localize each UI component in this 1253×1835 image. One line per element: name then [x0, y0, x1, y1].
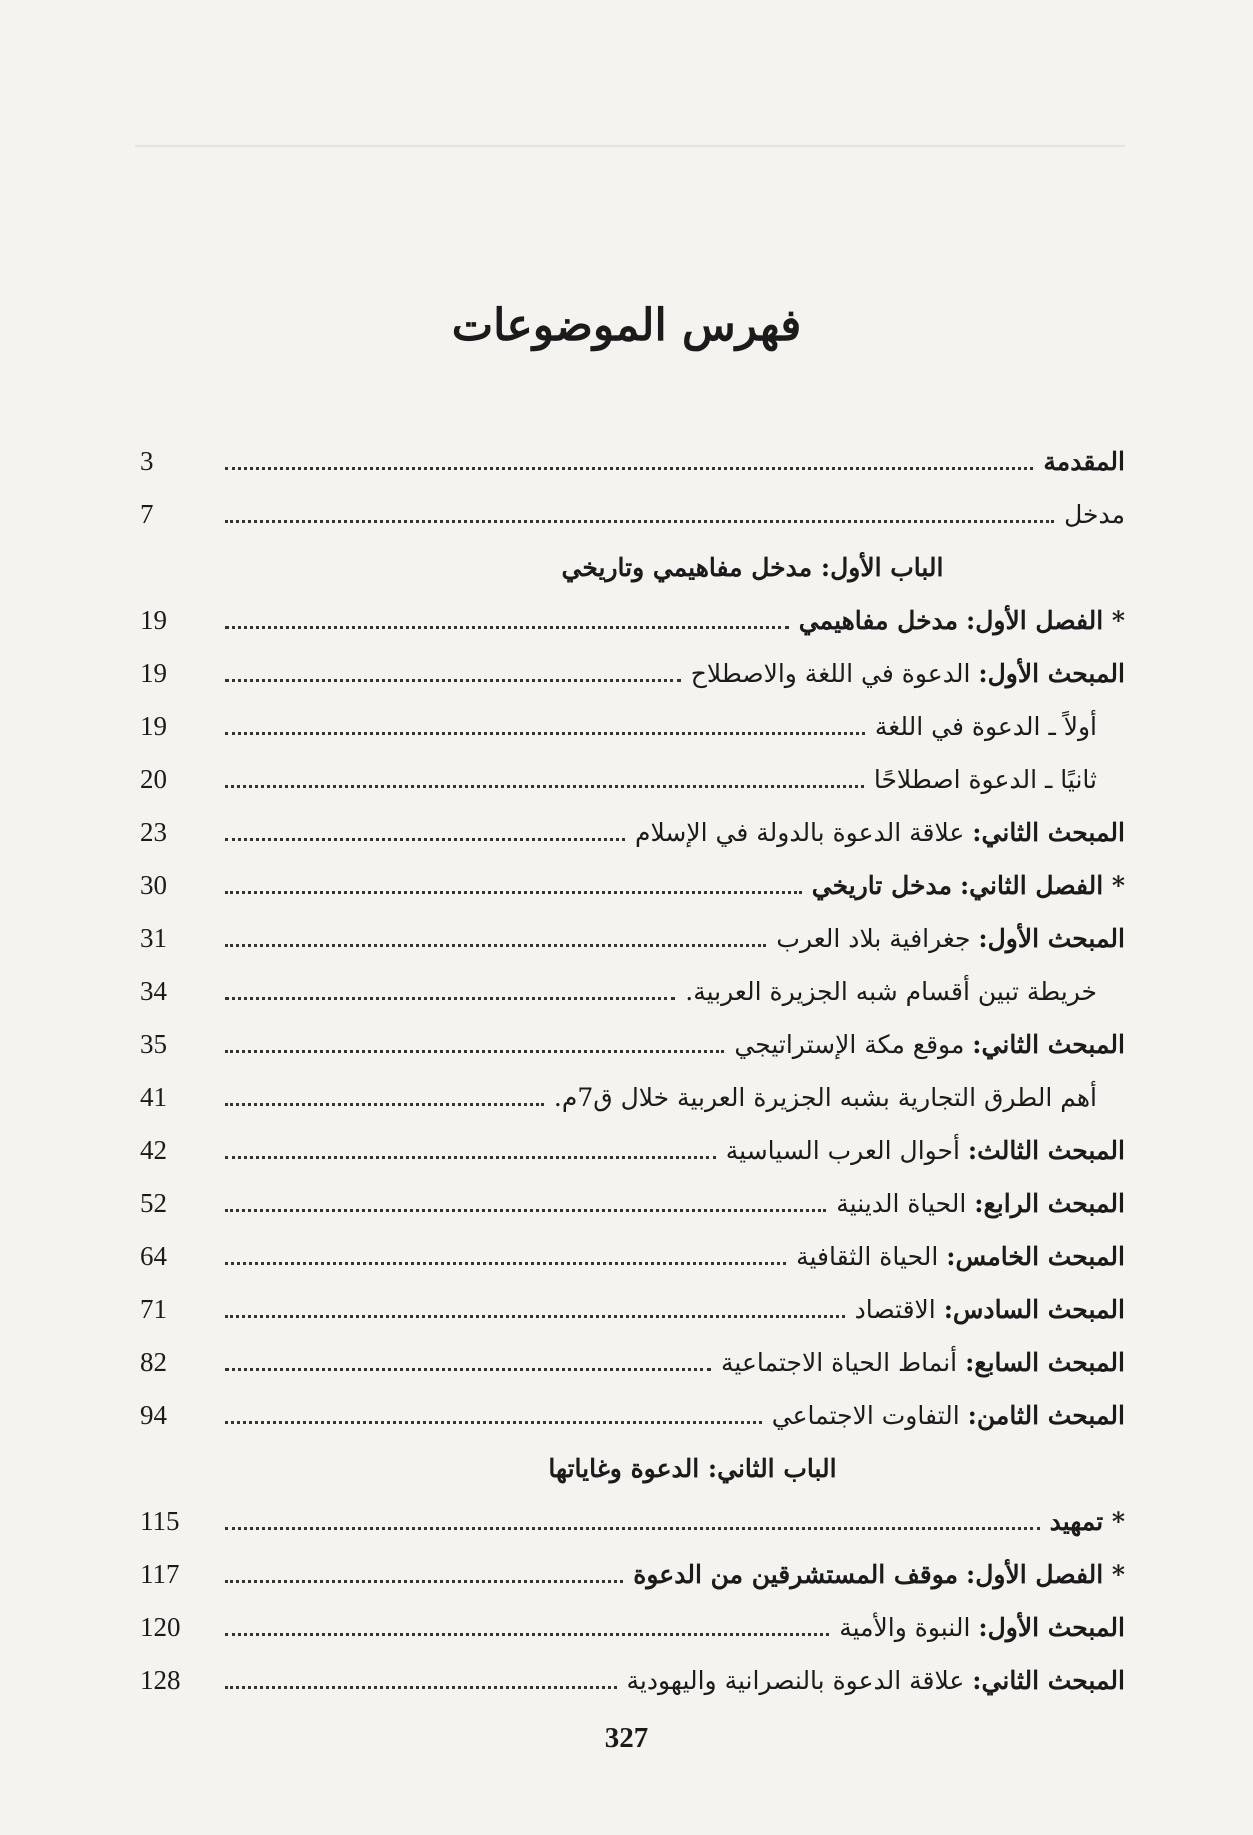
toc-page-number: 64: [140, 1241, 167, 1271]
toc-entry-text: [1043, 447, 1125, 476]
toc-entry-label: المبحث الأول:: [978, 659, 1125, 688]
toc-entry-text: [1050, 1507, 1125, 1536]
dot-leader: [225, 1048, 724, 1053]
toc-entry[interactable]: [140, 1177, 1125, 1230]
toc-page-number: 19: [140, 605, 167, 635]
toc-entry[interactable]: [140, 1548, 1125, 1601]
toc-entry-text: [875, 712, 1097, 741]
toc-entry-text: [839, 1613, 1125, 1642]
toc-entry-label: المبحث الثامن:: [967, 1401, 1125, 1430]
toc-entry-text: [1064, 500, 1125, 529]
dot-leader: [225, 624, 789, 629]
dot-leader: [225, 942, 766, 947]
toc-page-number: 20: [140, 764, 167, 794]
dot-leader: [225, 677, 681, 682]
dot-leader: [225, 465, 1033, 470]
toc-entry-title: موقع مكة الإستراتيجي: [734, 1030, 965, 1059]
toc-entry-title: خريطة تبين أقسام شبه الجزيرة العربية.: [685, 977, 1097, 1006]
toc-entry-title: مدخل مفاهيمي: [798, 606, 959, 635]
bleed-through-line: [135, 145, 1125, 147]
toc-entry-label: * الفصل الثاني:: [959, 871, 1125, 900]
dot-leader: [225, 783, 864, 788]
dot-leader: [225, 1101, 544, 1106]
toc-entry[interactable]: [140, 965, 1125, 1018]
toc-entry[interactable]: [140, 1389, 1125, 1442]
toc-entry[interactable]: [140, 488, 1125, 541]
toc-page-number: 35: [140, 1029, 167, 1059]
dot-leader: [225, 1207, 826, 1212]
toc-entry-text: [776, 924, 1125, 953]
toc-entry-label: المبحث السابع:: [965, 1348, 1125, 1377]
toc-entry-label: المبحث السادس:: [943, 1295, 1125, 1324]
toc-entry-title: التفاوت الاجتماعي: [771, 1401, 960, 1430]
toc-entry[interactable]: [140, 1601, 1125, 1654]
toc-page-number: 115: [140, 1506, 180, 1536]
dot-leader: [225, 1684, 617, 1689]
toc-entry-title: أولاً ـ الدعوة في اللغة: [874, 712, 1097, 741]
toc-entry-title: مدخل تاريخي: [811, 871, 952, 900]
toc-entry[interactable]: [140, 753, 1125, 806]
dot-leader: [225, 995, 675, 1000]
table-of-contents: [140, 435, 1125, 1707]
toc-entry[interactable]: [140, 1495, 1125, 1548]
toc-entry-label: المبحث الثاني:: [972, 1030, 1125, 1059]
page-number: 327: [604, 1722, 649, 1754]
dot-leader: [225, 1525, 1040, 1530]
toc-page-number: 19: [140, 711, 167, 741]
toc-page-number: 34: [140, 976, 167, 1006]
toc-entry[interactable]: [140, 1071, 1125, 1124]
toc-page-number: 52: [140, 1188, 167, 1218]
toc-entry-label: * تمهيد: [1049, 1507, 1125, 1536]
toc-entry-title: أهم الطرق التجارية بشبه الجزيرة العربية خلال ق7م.: [553, 1083, 1097, 1112]
toc-entry-label: المبحث الأول:: [978, 1613, 1125, 1642]
dot-leader: [225, 518, 1054, 523]
dot-leader: [225, 1260, 786, 1265]
toc-entry-title: علاقة الدعوة بالدولة في الإسلام: [635, 818, 965, 847]
toc-entry-text: [796, 1242, 1125, 1271]
toc-entry-title: أنماط الحياة الاجتماعية: [721, 1348, 958, 1377]
toc-page-number: 94: [140, 1400, 167, 1430]
toc-entry-title: الاقتصاد: [854, 1295, 936, 1324]
toc-page-number: 3: [140, 446, 154, 476]
toc-entry[interactable]: [140, 806, 1125, 859]
toc-entry-text: [633, 1560, 1125, 1589]
toc-entry-label: * الفصل الأول:: [966, 606, 1125, 635]
toc-entry-text: [772, 1401, 1125, 1430]
dot-leader: [225, 1578, 623, 1583]
toc-entry[interactable]: [140, 1336, 1125, 1389]
toc-page-number: 31: [140, 923, 167, 953]
toc-page-number: 30: [140, 870, 167, 900]
toc-entry-title: علاقة الدعوة بالنصرانية واليهودية: [626, 1666, 965, 1695]
toc-entry[interactable]: [140, 1283, 1125, 1336]
toc-entry-label: المبحث الثاني:: [972, 818, 1125, 847]
dot-leader: [225, 1366, 711, 1371]
toc-entry-label: المبحث الأول:: [978, 924, 1125, 953]
toc-entry-label: المبحث الخامس:: [946, 1242, 1125, 1271]
part-heading: الباب الثاني: الدعوة وغاياتها: [548, 1454, 837, 1483]
toc-entry[interactable]: [140, 912, 1125, 965]
toc-entry[interactable]: [140, 700, 1125, 753]
toc-entry-text: [836, 1189, 1125, 1218]
toc-entry-text: [855, 1295, 1125, 1324]
toc-entry-label: المبحث الرابع:: [974, 1189, 1125, 1218]
toc-entry-text: [874, 765, 1097, 794]
toc-entry-label: * الفصل الأول:: [966, 1560, 1125, 1589]
toc-entry-title: الحياة الدينية: [836, 1189, 967, 1218]
toc-entry[interactable]: [140, 859, 1125, 912]
toc-entry-label: المبحث الثاني:: [972, 1666, 1125, 1695]
toc-entry-text: [627, 1666, 1125, 1695]
toc-page-number: 82: [140, 1347, 167, 1377]
toc-entry-title: الحياة الثقافية: [796, 1242, 939, 1271]
toc-entry[interactable]: [140, 1018, 1125, 1071]
toc-page-number: 7: [140, 499, 154, 529]
dot-leader: [225, 1154, 716, 1159]
toc-page-number: 117: [140, 1559, 180, 1589]
dot-leader: [225, 836, 625, 841]
toc-page-number: 19: [140, 658, 167, 688]
part-heading: الباب الأول: مدخل مفاهيمي وتاريخي: [561, 553, 944, 582]
toc-entry-label: المبحث الثالث:: [967, 1136, 1125, 1165]
toc-entry[interactable]: [140, 1124, 1125, 1177]
toc-entry-title: جغرافية بلاد العرب: [776, 924, 971, 953]
toc-page-number: 42: [140, 1135, 167, 1165]
toc-entry-title: موقف المستشرقين من الدعوة: [633, 1560, 959, 1589]
toc-entry-label: المقدمة: [1043, 447, 1125, 476]
toc-page-number: 71: [140, 1294, 167, 1324]
dot-leader: [225, 1419, 762, 1424]
toc-entry-text: [635, 818, 1125, 847]
dot-leader: [225, 730, 865, 735]
toc-entry[interactable]: [140, 647, 1125, 700]
dot-leader: [225, 1631, 829, 1636]
toc-entry-text: [799, 606, 1125, 635]
toc-page-number: 120: [140, 1612, 181, 1642]
toc-entry[interactable]: [140, 594, 1125, 647]
toc-entry-text: [721, 1348, 1125, 1377]
toc-entry-title: الدعوة في اللغة والاصطلاح: [690, 659, 971, 688]
toc-entry[interactable]: [140, 1654, 1125, 1707]
toc-entry-text: [812, 871, 1125, 900]
toc-entry[interactable]: [140, 1230, 1125, 1283]
toc-page-number: 23: [140, 817, 167, 847]
toc-entry-text: [726, 1136, 1125, 1165]
toc-entry-text: [685, 977, 1097, 1006]
toc-entry-text: [734, 1030, 1125, 1059]
toc-entry-title: أحوال العرب السياسية: [725, 1136, 960, 1165]
page-title: فهرس الموضوعات: [451, 300, 802, 351]
dot-leader: [225, 1313, 845, 1318]
toc-entry[interactable]: [140, 435, 1125, 488]
toc-entry-title: ثانيًا ـ الدعوة اصطلاحًا: [873, 765, 1097, 794]
toc-entry-title: النبوة والأمية: [839, 1613, 971, 1642]
toc-entry-text: [691, 659, 1125, 688]
toc-entry-label: مدخل: [1064, 500, 1125, 529]
toc-page-number: 128: [140, 1665, 181, 1695]
dot-leader: [225, 889, 802, 894]
toc-entry-text: [554, 1083, 1097, 1112]
toc-page-number: 41: [140, 1082, 167, 1112]
